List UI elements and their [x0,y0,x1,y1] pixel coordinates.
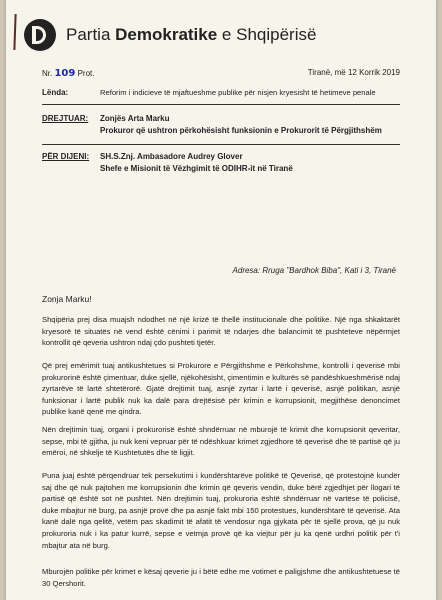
cc-title: Shefe e Misionit të Vëzhgimit të ODIHR-it në Tiranë [100,164,293,173]
body-paragraph: Shqipëria prej disa muajsh ndodhet në një krizë të thellë institucionale dhe politike. Një nga shkaktarët kryesorë të situatës në vend është cënimi i parimit të ndarjes dhe balancimit të pushteteve nëpërmjet kontrollit që qeveria ushtron ndaj çdo pushteti tjetër. [42,315,400,348]
recipient-name: Zonjës Arta Marku [100,114,170,123]
body-paragraph: Që prej emërimit tuaj antikushtetues si Prokurore e Përgjithshme e Përkohshme, kontrolli i qeverisë mbi prokurorinë është çimentuar, duke sjellë, njëkohësisht, çimentimin e kulturës së pandëshkueshmërisë ndaj zyrtarëve të lartë shtetërorë. Gjatë drejtimit tuaj, asnjë zyrtar i lartë i qeverisë, asnjë politikan, asnjë funksionar i lartë publik nuk ka dalë para drejtësisë për krimin e korrupsionit, megjithëse denoncimet publike kanë qenë me qindra. [42,361,400,417]
party-name [66,25,316,45]
party-name-bold: Demokratike [115,25,218,44]
subject-label: Lënda: [42,88,69,97]
body-paragraph: Nën drejtimin tuaj, organi i prokurorisë është shndërruar në mburojë të krimit dhe korrupsionit qeveritar, sepse, mbi të gjitha, ju nuk keni vepruar për të ndëshkuar krimet zgjedhore të qeverisë dhe të partisë që ju emëroi, në shkelje të Kushtetutës dhe të ligjit. [42,425,400,458]
recipient-label: DREJTUAR: [42,114,89,123]
protocol-number [42,68,94,79]
party-name-prefix: Partia [66,25,116,44]
protocol-line [42,68,400,80]
letterhead [24,18,316,52]
address-line: Adresa: Rruga "Bardhok Biba", Kati i 3, Tiranë [232,266,396,275]
place-date: Tiranë, më 12 Korrik 2019 [307,68,400,77]
party-name-suffix: e Shqipërisë [217,25,317,44]
body-paragraph: Puna juaj është përqendruar tek persekutimi i kundërshtarëve politikë të Qeverisë, që protestojnë kundër saj dhe që nuk pajtohen me korrupsionin dhe krimin që qeveris vendin, duke bërë zgjedhjet për llogari të partisë që është sot në pushtet. Nën drejtimin tuaj, prokuroria është shndërruar në vartëse të policisë, duke mbajtur në burg, pa asnjë provë dhe pa asnjë fakt mbi 150 protestues, kundërshtarë të qeverisë. Ata kanë dalë nga qelitë, vetëm pas skadimit të afatit të vendosur nga gjykata për të sjellë prova, që ju nuk prokuroria nuk i ka patur kurrë, sepse e vetmja provë që ka viejtur për ju ka qenë urdhri politik për t'i mbajtur ata në burg. [42,471,400,550]
divider [42,144,400,145]
divider [42,104,400,105]
nr-value: 109 [54,68,76,79]
body-paragraph: Mburojën politike për krimet e kësaj qeverie ju i bëtë edhe me votimet e paligjshme dhe antikushtetuese të 30 Qershorit. [42,567,400,588]
recipient-title: Prokuror që ushtron përkohësisht funksionin e Prokurorit të Përgjithshëm [100,126,382,135]
subject-value: Reforim i indicieve të mjaftueshme publike për nisjen kryesisht të hetimeve penale [100,88,376,97]
pen-mark [13,14,16,50]
nr-label: Nr. [42,69,53,78]
prot-label: Prot. [77,69,95,78]
party-logo-icon [24,19,56,51]
cc-name: SH.S.Znj. Ambasadore Audrey Glover [100,152,243,161]
document-page [6,0,436,600]
cc-label: PËR DIJENI: [42,152,90,161]
salutation: Zonja Marku! [42,294,92,304]
